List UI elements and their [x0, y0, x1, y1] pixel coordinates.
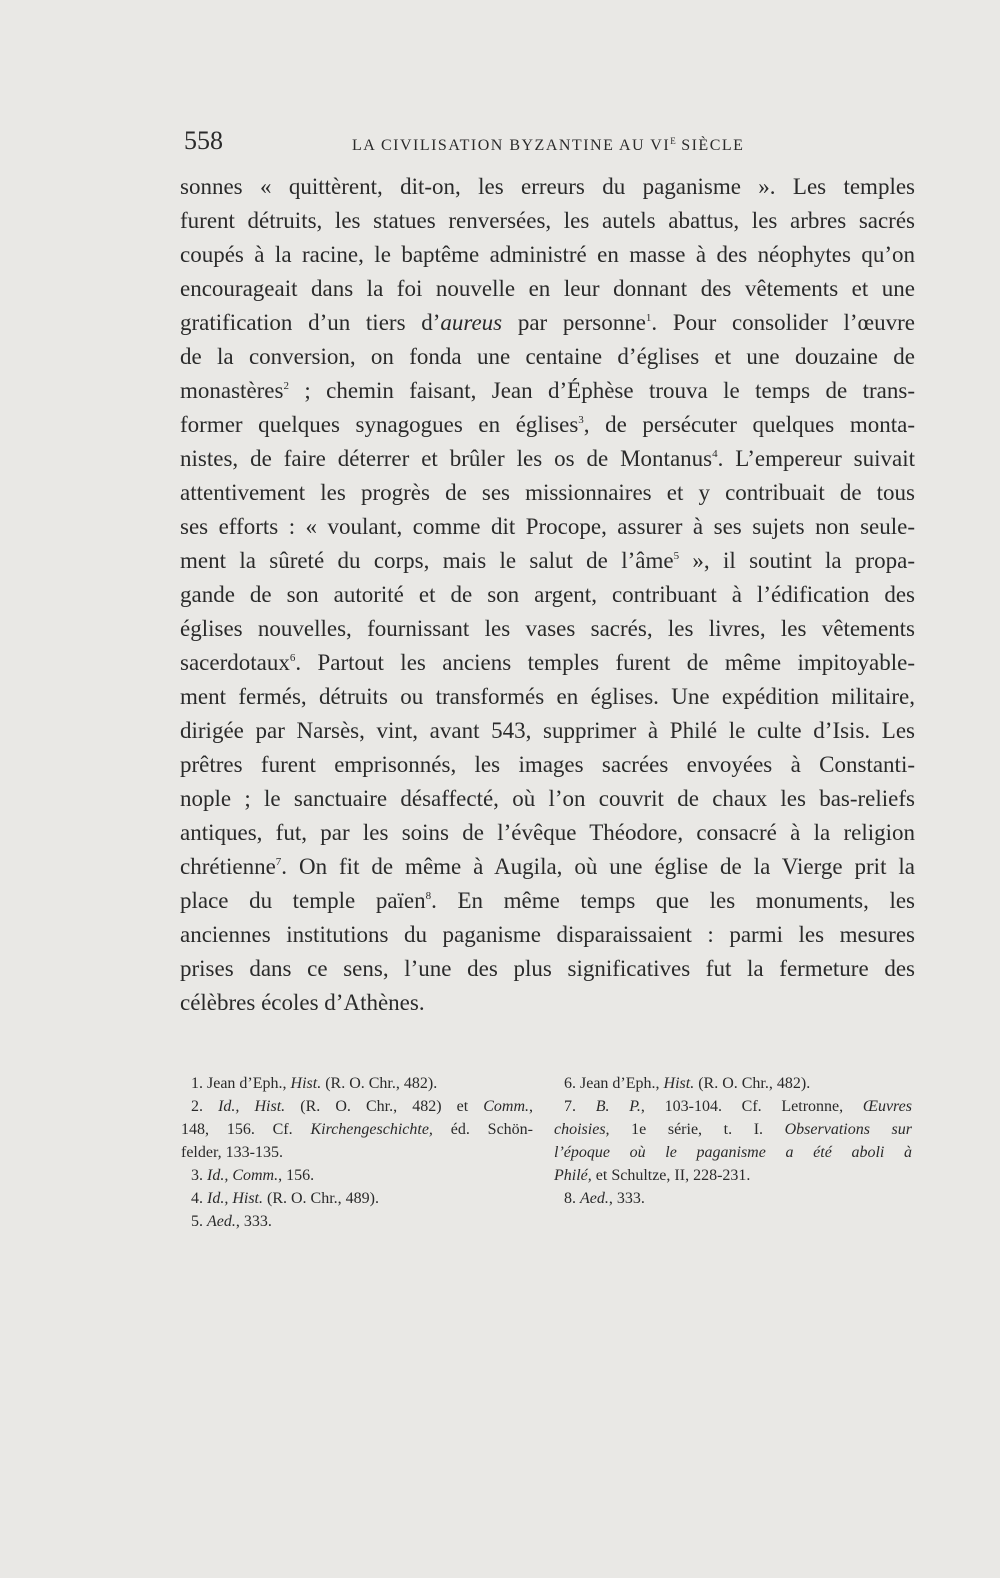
text-segment: felder, 133-135. — [181, 1144, 283, 1161]
footnote-line — [181, 1187, 533, 1210]
text-segment: former quelques synagogues en églises — [180, 412, 579, 437]
text-segment: et Schultze, II, 228-231. — [591, 1167, 751, 1184]
italic-text: Hist. — [663, 1075, 695, 1092]
text-line — [180, 612, 915, 646]
footnote-line — [181, 1164, 533, 1187]
text-segment: 1. Jean d’Eph., — [191, 1075, 291, 1092]
footnotes-right-column — [554, 1072, 912, 1210]
footnote-line — [181, 1118, 533, 1141]
footnote-line — [181, 1141, 533, 1164]
text-segment: 5. — [191, 1213, 207, 1230]
text-line — [180, 680, 915, 714]
text-segment: ; chemin faisant, Jean d’Éphèse trouva le temps de trans- — [288, 378, 915, 403]
italic-text: Hist. — [290, 1075, 322, 1092]
text-line — [180, 816, 915, 850]
text-segment: gande de son autorité et de son argent, contribuant à l’édification des — [180, 582, 915, 607]
text-segment: 7. — [564, 1098, 596, 1115]
text-segment: coupés à la racine, le baptême administré en masse à des néophytes qu’on — [180, 242, 915, 267]
italic-text: choisies, — [554, 1121, 610, 1138]
text-segment: , 333. — [235, 1213, 272, 1230]
text-line — [180, 748, 915, 782]
text-segment: , 156. — [278, 1167, 315, 1184]
running-head — [352, 136, 744, 155]
text-line — [180, 510, 915, 544]
text-segment: attentivement les progrès de ses missionnaires et y contribuait de tous — [180, 480, 915, 505]
text-segment: éd. Schön- — [432, 1121, 533, 1138]
text-segment: 6. Jean d’Eph., — [564, 1075, 664, 1092]
text-line — [180, 204, 915, 238]
text-segment: 2. — [191, 1098, 219, 1115]
text-line — [180, 374, 915, 408]
text-segment: 4. — [191, 1190, 207, 1207]
footnote-reference: 5 — [673, 550, 680, 562]
footnote-line — [554, 1118, 912, 1141]
italic-text: Id., Hist. — [207, 1190, 263, 1207]
text-segment: (R. O. Chr., 482). — [694, 1075, 811, 1092]
text-line — [180, 850, 915, 884]
page-number: 558 — [184, 126, 223, 155]
text-segment: 1e série, t. I. — [609, 1121, 785, 1138]
text-line — [180, 238, 915, 272]
text-segment: monastères — [180, 378, 284, 403]
italic-text: aureus — [440, 310, 503, 335]
text-segment: , de persécuter quelques monta- — [583, 412, 915, 437]
main-text — [180, 170, 915, 1020]
text-segment: nistes, de faire déterrer et brûler les os de Montanus — [180, 446, 713, 471]
text-segment: chrétienne — [180, 854, 276, 879]
footnote-line — [181, 1095, 533, 1118]
text-segment: 148, 156. Cf. — [181, 1121, 311, 1138]
text-line — [180, 918, 915, 952]
italic-text: Id., Comm. — [207, 1167, 279, 1184]
text-segment: , 103-104. Cf. Letronne, — [640, 1098, 863, 1115]
text-segment: , 333. — [608, 1190, 645, 1207]
text-line — [180, 544, 915, 578]
text-segment: 8. — [564, 1190, 580, 1207]
text-segment: encourageait dans la foi nouvelle en leur donnant des vêtements et une — [180, 276, 915, 301]
footnote-line — [554, 1187, 912, 1210]
text-segment: prises dans ce sens, l’une des plus significatives fut la fermeture des — [180, 956, 915, 981]
footnote-reference: 7 — [275, 856, 282, 868]
footnote-reference: 2 — [283, 380, 289, 392]
text-line — [180, 408, 915, 442]
text-segment: ment la sûreté du corps, mais le salut de l’âme — [180, 548, 674, 573]
text-line — [180, 986, 915, 1020]
text-segment: (R. O. Chr., 482) et — [285, 1098, 484, 1115]
text-segment: ses efforts : « voulant, comme dit Procope, assurer à ses sujets non seule- — [180, 514, 915, 539]
text-line — [180, 714, 915, 748]
italic-text: Kirchengeschichte, — [310, 1121, 433, 1138]
text-segment: place du temple païen — [180, 888, 426, 913]
italic-text: Œuvres — [862, 1098, 913, 1115]
italic-text: l’époque où le paganisme a été aboli à — [554, 1144, 912, 1161]
running-head-text: LA CIVILISATION BYZANTINE AU VI — [352, 137, 671, 154]
text-segment: . On fit de même à Augila, où une église de la Vierge prit la — [281, 854, 915, 879]
running-head-superscript: E — [670, 136, 676, 146]
italic-text: Aed. — [207, 1213, 236, 1230]
text-line — [180, 442, 915, 476]
italic-text: Observations sur — [784, 1121, 913, 1138]
text-line — [180, 272, 915, 306]
text-segment: 3. — [191, 1167, 207, 1184]
italic-text: Comm. — [483, 1098, 530, 1115]
italic-text: B. P. — [595, 1098, 641, 1115]
text-segment: prêtres furent emprisonnés, les images sacrées envoyées à Constanti- — [180, 752, 915, 777]
text-segment: célèbres écoles d’Athènes. — [180, 990, 425, 1015]
italic-text: Id., Hist. — [218, 1098, 286, 1115]
text-segment: . Pour consolider l’œuvre — [651, 310, 915, 335]
text-segment: sonnes « quittèrent, dit-on, les erreurs du paganisme ». Les temples — [180, 174, 915, 199]
text-segment: par personne — [502, 310, 646, 335]
text-segment: de la conversion, on fonda une centaine d’églises et une douzaine de — [180, 344, 915, 369]
footnote-line — [554, 1095, 912, 1118]
text-segment: ment fermés, détruits ou transformés en églises. Une expédition militaire, — [180, 684, 915, 709]
text-segment: », il soutint la propa- — [679, 548, 915, 573]
footnote-reference: 8 — [425, 890, 432, 902]
text-segment: . Partout les anciens temples furent de même impitoyable- — [295, 650, 915, 675]
text-segment: gratification d’un tiers d’ — [180, 310, 441, 335]
text-line — [180, 578, 915, 612]
footnote-line — [554, 1072, 912, 1095]
text-segment: sacerdotaux — [180, 650, 290, 675]
italic-text: Aed. — [580, 1190, 609, 1207]
italic-text: Philé, — [554, 1167, 592, 1184]
text-segment: antiques, fut, par les soins de l’évêque Théodore, consacré à la religion — [180, 820, 915, 845]
footnote-line — [181, 1210, 533, 1233]
text-segment: . L’empereur suivait — [717, 446, 915, 471]
text-segment: anciennes institutions du paganisme disparaissaient : parmi les mesures — [180, 922, 915, 947]
footnote-reference: 1 — [645, 312, 652, 324]
footnote-reference: 6 — [289, 652, 296, 664]
footnote-line — [554, 1141, 912, 1164]
text-segment: églises nouvelles, fournissant les vases sacrés, les livres, les vêtements — [180, 616, 915, 641]
text-line — [180, 340, 915, 374]
footnote-line — [181, 1072, 533, 1095]
text-line — [180, 306, 915, 340]
text-segment: . En même temps que les monuments, les — [431, 888, 915, 913]
footnotes-left-column — [181, 1072, 533, 1233]
text-line — [180, 646, 915, 680]
footnote-reference: 3 — [578, 414, 584, 426]
footnote-reference: 4 — [712, 448, 718, 460]
page-header — [184, 126, 914, 166]
text-segment: , — [529, 1098, 534, 1115]
text-line — [180, 170, 915, 204]
text-segment: nople ; le sanctuaire désaffecté, où l’on couvrit de chaux les bas-reliefs — [180, 786, 915, 811]
text-line — [180, 782, 915, 816]
text-segment: (R. O. Chr., 482). — [321, 1075, 438, 1092]
footnote-line — [554, 1164, 912, 1187]
text-line — [180, 952, 915, 986]
text-line — [180, 476, 915, 510]
running-head-suffix: SIÈCLE — [675, 137, 745, 154]
text-segment: dirigée par Narsès, vint, avant 543, supprimer à Philé le culte d’Isis. Les — [180, 718, 915, 743]
text-line — [180, 884, 915, 918]
text-segment: (R. O. Chr., 489). — [263, 1190, 379, 1207]
text-segment: furent détruits, les statues renversées, les autels abattus, les arbres sacrés — [180, 208, 915, 233]
